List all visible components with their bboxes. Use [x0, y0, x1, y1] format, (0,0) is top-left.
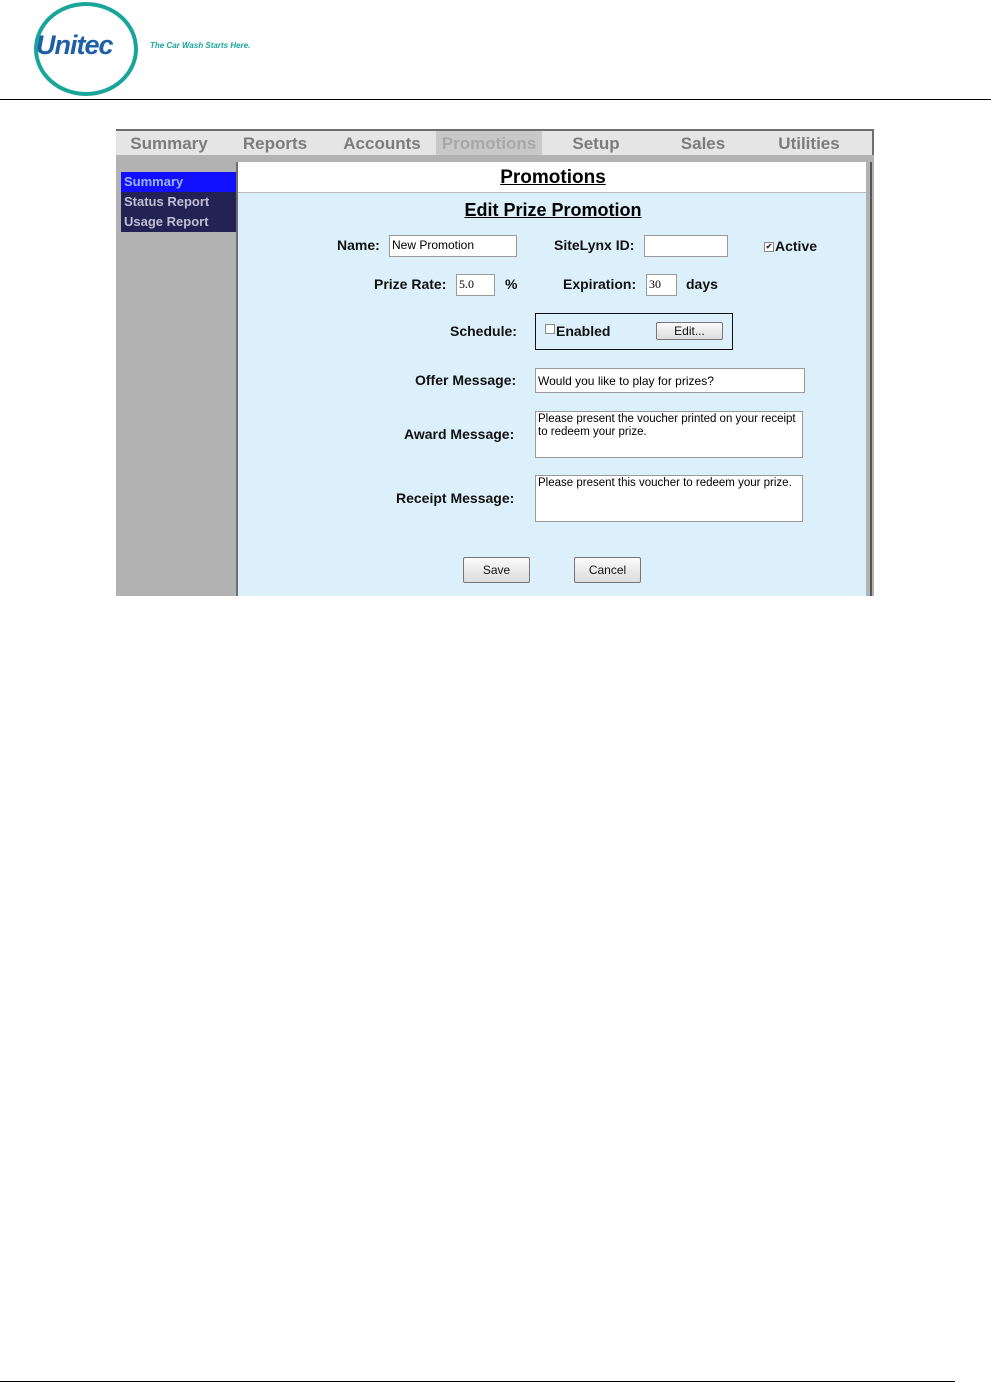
right-frame-border	[866, 162, 874, 596]
page-title: Promotions	[500, 167, 606, 188]
active-option	[764, 238, 817, 254]
schedule-edit-button[interactable]: Edit...	[656, 322, 723, 340]
expiration-unit: days	[686, 276, 718, 292]
award-message-label: Award Message:	[404, 426, 515, 442]
schedule-enabled-checkbox[interactable]	[545, 324, 555, 334]
active-checkbox[interactable]: ✔	[765, 242, 773, 251]
header-divider	[0, 99, 991, 100]
title-bar	[238, 162, 868, 193]
name-label: Name:	[337, 237, 380, 253]
form-title: Edit Prize Promotion	[464, 200, 642, 220]
tab-reports[interactable]: Reports	[242, 134, 308, 153]
unitec-logo	[34, 2, 138, 92]
schedule-label: Schedule:	[450, 323, 517, 339]
receipt-message-textarea[interactable]: Please present this voucher to redeem your prize.	[535, 475, 803, 522]
offer-message-input[interactable]: Would you like to play for prizes?	[535, 368, 805, 393]
prize-rate-unit: %	[505, 276, 518, 292]
cancel-button[interactable]: Cancel	[574, 557, 641, 583]
sidebar-item-status-report[interactable]: Status Report	[124, 194, 210, 209]
tab-setup[interactable]: Setup	[572, 134, 620, 153]
schedule-group	[535, 313, 733, 350]
sidebar-item-summary[interactable]: Summary	[121, 172, 236, 192]
receipt-message-label: Receipt Message:	[396, 490, 515, 506]
tab-summary[interactable]: Summary	[130, 134, 208, 153]
tab-sales[interactable]: Sales	[680, 134, 726, 153]
prize-rate-input[interactable]: 5.0	[456, 274, 495, 296]
award-message-textarea[interactable]: Please present the voucher printed on your receipt to redeem your prize.	[535, 411, 803, 458]
main-content	[236, 162, 868, 596]
logo-text: Unitec	[36, 30, 113, 60]
tab-accounts[interactable]: Accounts	[343, 134, 421, 153]
schedule-enabled-option	[545, 323, 610, 339]
schedule-enabled-label: Enabled	[556, 323, 611, 339]
name-input[interactable]: New Promotion	[389, 235, 517, 257]
sidebar-nav	[121, 172, 236, 232]
tagline: The Car Wash Starts Here.	[150, 41, 251, 50]
tab-utilities[interactable]: Utilities	[778, 134, 840, 153]
sitelynx-label: SiteLynx ID:	[554, 237, 635, 253]
footer-divider	[0, 1381, 955, 1382]
top-tab-bar	[116, 129, 874, 155]
app-screenshot	[116, 129, 874, 596]
sitelynx-input[interactable]	[644, 235, 728, 257]
save-button[interactable]: Save	[463, 557, 530, 583]
expiration-input[interactable]: 30	[646, 274, 677, 296]
active-label: Active	[775, 238, 818, 254]
offer-message-label: Offer Message:	[415, 372, 517, 388]
tab-promotions[interactable]: Promotions	[436, 131, 542, 155]
prize-rate-label: Prize Rate:	[374, 276, 447, 292]
expiration-label: Expiration:	[563, 276, 637, 292]
sidebar-item-usage-report[interactable]: Usage Report	[124, 214, 209, 229]
